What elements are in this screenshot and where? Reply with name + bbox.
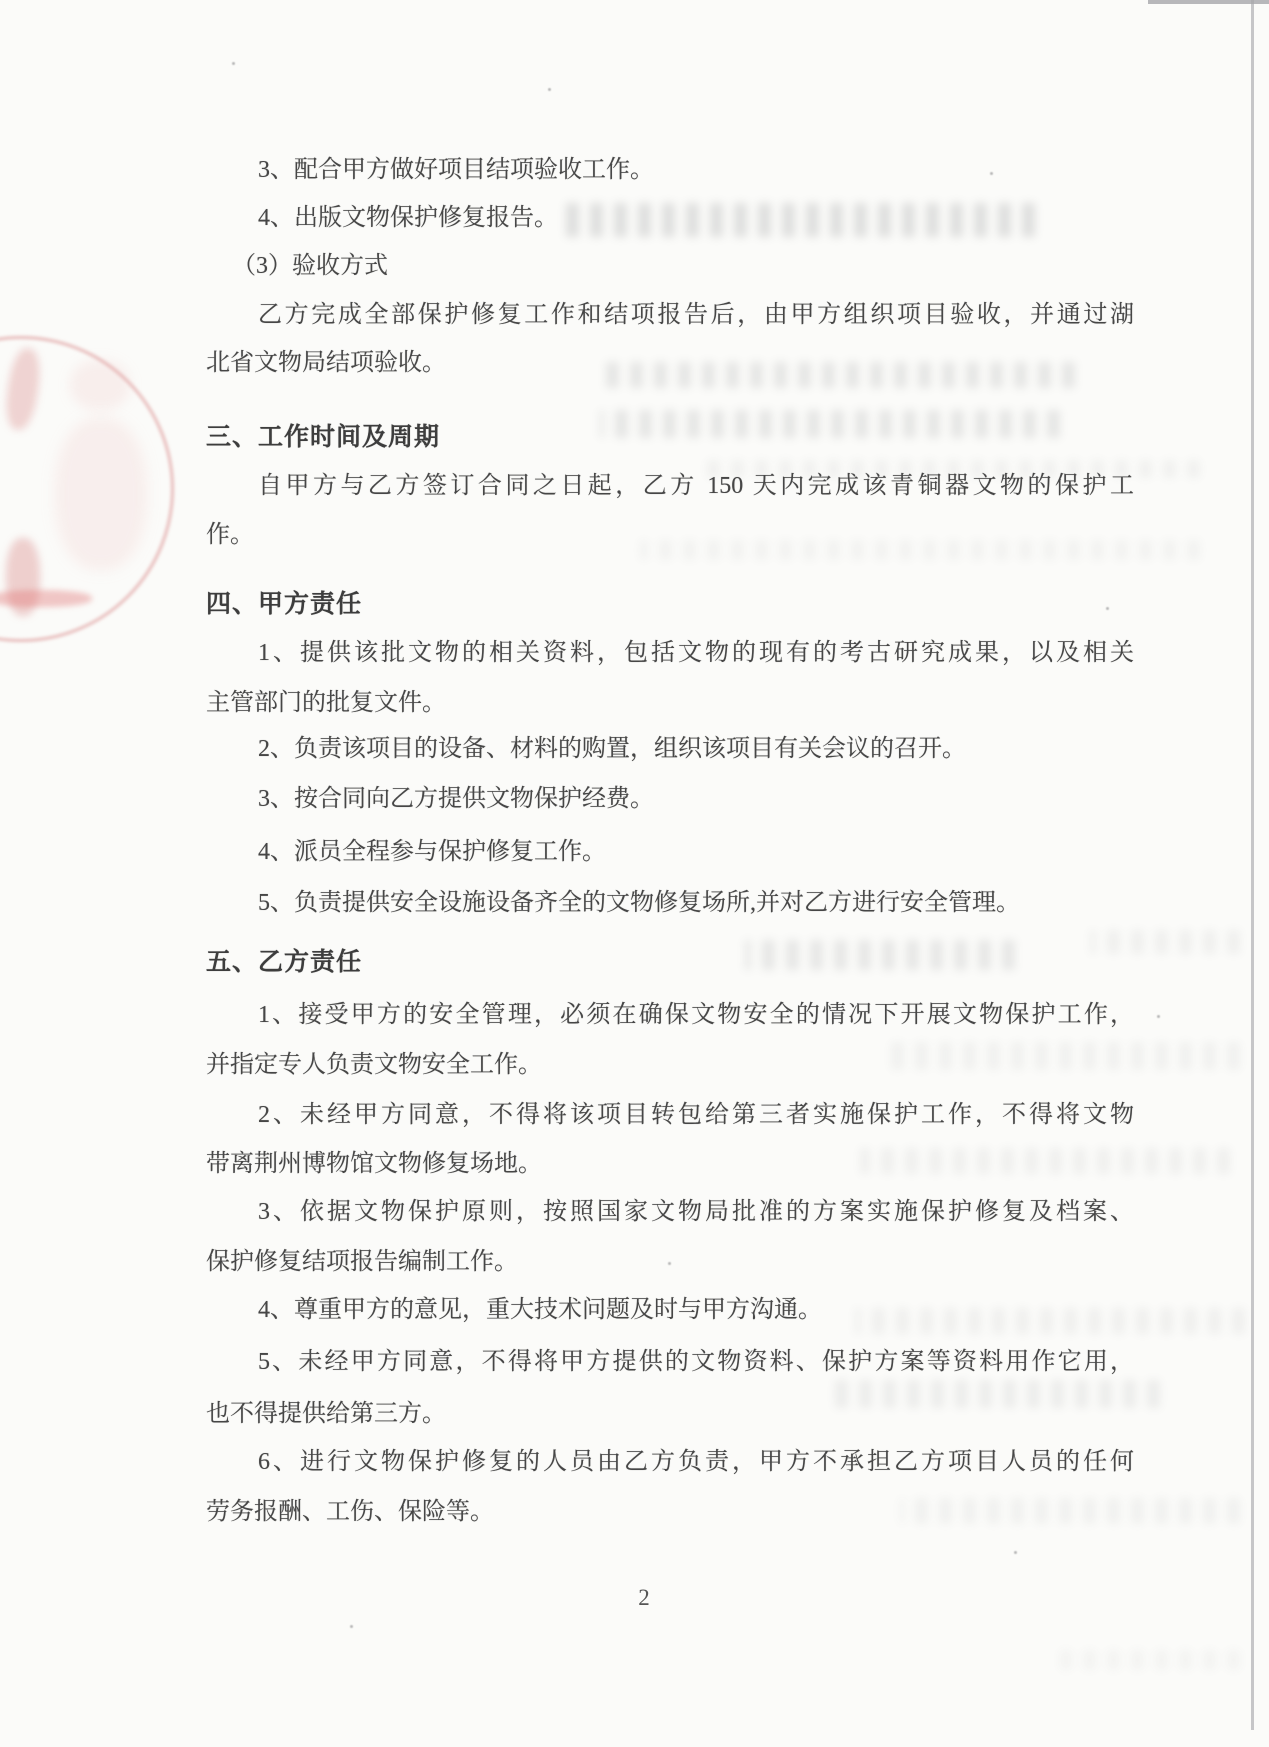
contract-text-line: 1、接受甲方的安全管理，必须在确保文物安全的情况下开展文物保护工作， <box>258 1002 1134 1028</box>
contract-text-line: 2、负责该项目的设备、材料的购置，组织该项目有关会议的召开。 <box>258 736 966 762</box>
contract-text-line: 劳务报酬、工伤、保险等。 <box>206 1499 494 1525</box>
contract-text-line: 6、进行文物保护修复的人员由乙方负责，甲方不承担乙方项目人员的任何 <box>258 1449 1134 1475</box>
contract-text-line: 4、尊重甲方的意见，重大技术问题及时与甲方沟通。 <box>258 1297 822 1323</box>
contract-text-line: 3、配合甲方做好项目结项验收工作。 <box>258 157 654 183</box>
contract-text-line: 保护修复结项报告编制工作。 <box>206 1249 518 1275</box>
scan-edge-line <box>1251 0 1254 1730</box>
contract-text-line: 也不得提供给第三方。 <box>206 1401 446 1427</box>
contract-text-line: 主管部门的批复文件。 <box>206 690 446 716</box>
contract-text-line: 4、派员全程参与保护修复工作。 <box>258 839 606 865</box>
contract-text-line: 3、依据文物保护原则，按照国家文物局批准的方案实施保护修复及档案、 <box>258 1199 1134 1225</box>
scan-speckle <box>668 1262 671 1265</box>
contract-text-line: 作。 <box>206 522 254 548</box>
section-heading: 三、工作时间及周期 <box>206 424 441 451</box>
scan-speckle <box>232 62 235 65</box>
bleedthrough-smudge <box>1060 1650 1240 1670</box>
contract-text-line: 4、出版文物保护修复报告。 <box>258 205 558 231</box>
contract-text-line: 北省文物局结项验收。 <box>206 350 446 376</box>
contract-text-line: （3）验收方式 <box>232 253 388 279</box>
scan-speckle <box>1106 607 1109 610</box>
bleedthrough-smudge <box>1090 930 1240 954</box>
contract-text-line: 2、未经甲方同意，不得将该项目转包给第三者实施保护工作，不得将文物 <box>258 1102 1134 1128</box>
contract-text-line: 5、负责提供安全设施设备齐全的文物修复场所,并对乙方进行安全管理。 <box>258 890 1020 916</box>
contract-text-line: 乙方完成全部保护修复工作和结项报告后，由甲方组织项目验收，并通过湖 <box>258 302 1134 328</box>
stamp-ink-smudge <box>0 590 92 607</box>
contract-text-line: 带离荆州博物馆文物修复场地。 <box>206 1151 542 1177</box>
scan-speckle <box>350 1625 353 1628</box>
contract-text-line: 1、提供该批文物的相关资料，包括文物的现有的考古研究成果，以及相关 <box>258 640 1134 666</box>
scan-speckle <box>990 172 993 175</box>
scan-speckle <box>1014 1551 1017 1554</box>
section-heading: 四、甲方责任 <box>206 591 363 618</box>
page-number: 2 <box>638 1585 650 1610</box>
scan-speckle <box>1157 1015 1160 1018</box>
scan-speckle <box>548 88 551 91</box>
stamp-ink-smudge <box>55 418 147 570</box>
scan-edge-top <box>1148 0 1269 4</box>
section-heading: 五、乙方责任 <box>206 949 363 976</box>
contract-text-line: 自甲方与乙方签订合同之日起，乙方 150 天内完成该青铜器文物的保护工 <box>258 473 1134 499</box>
contract-text-line: 5、未经甲方同意，不得将甲方提供的文物资料、保护方案等资料用作它用， <box>258 1349 1134 1375</box>
contract-text-line: 3、按合同向乙方提供文物保护经费。 <box>258 786 654 812</box>
contract-text-line: 并指定专人负责文物安全工作。 <box>206 1052 542 1078</box>
stamp-ink-smudge <box>70 360 130 410</box>
